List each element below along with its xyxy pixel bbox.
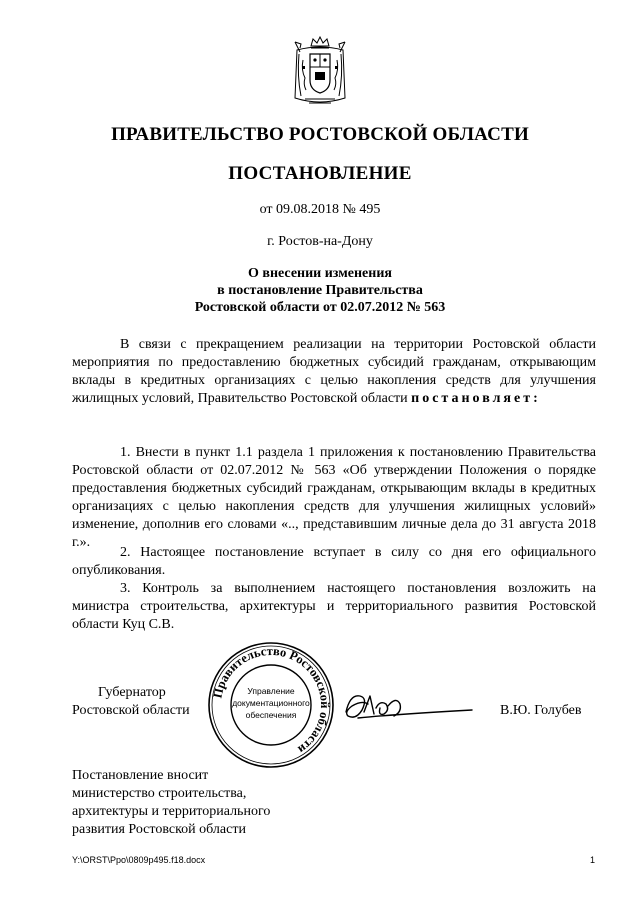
footer-page-number: 1 xyxy=(590,855,596,865)
subject-line-1: О внесении изменения xyxy=(248,266,392,281)
item-3-paragraph xyxy=(72,580,596,634)
note-line-1: Постановление вносит xyxy=(72,768,209,783)
stamp-inner-line-1: Управление xyxy=(247,686,295,696)
signer-position-line-1: Губернатор xyxy=(98,685,166,700)
item-1-paragraph xyxy=(72,444,596,552)
item-1-text: 1. Внести в пункт 1.1 раздела 1 приложения к постановлению Правительства Ростовской области от 02.07.2012 № 563 «Об утверждении Положения о порядке предоставления бюджетных субсидий гражданам, открывающим вклады в кредитных организациях с целью накопления средств для улучшения жилищных условий» изменение, дополнив его словами «.., представившим личные дела до 31 августа 2018 г.». xyxy=(72,445,596,550)
note-line-3: архитектуры и территориального xyxy=(72,804,271,819)
decree-word: постановляет: xyxy=(411,391,541,406)
subject-line-2: в постановление Правительства xyxy=(217,283,423,298)
preamble-paragraph xyxy=(72,336,596,408)
subject-heading xyxy=(0,265,640,316)
item-2-text: 2. Настоящее постановление вступает в силу со дня его официального опубликования. xyxy=(72,545,596,578)
stamp-inner-line-2: документационного xyxy=(232,698,310,708)
footer-file-path: Y:\ORST\Ppo\0809p495.f18.docx xyxy=(72,855,206,865)
coat-of-arms-emblem xyxy=(291,36,349,108)
official-stamp xyxy=(206,640,336,770)
submitted-by-note xyxy=(72,767,332,839)
note-line-4: развития Ростовской области xyxy=(72,822,246,837)
stamp-outer-text: Правительство Ростовской области xyxy=(210,643,333,757)
item-2-paragraph xyxy=(72,544,596,580)
document-type-title: ПОСТАНОВЛЕНИЕ xyxy=(228,163,412,184)
date-number-line: от 09.08.2018 № 495 xyxy=(259,202,381,217)
city-line: г. Ростов-на-Дону xyxy=(267,234,373,249)
item-3-text: 3. Контроль за выполнением настоящего постановления возложить на министра строительства, архитектуры и территориального развития Ростовской области Куц С.В. xyxy=(72,581,596,632)
preamble-text: В связи с прекращением реализации на территории Ростовской области мероприятия по предоставлению бюджетных субсидий гражданам, открывающим вклады в кредитных организациях с целью накопления средств для улучшения жилищных условий, Правительство Ростовской области xyxy=(72,337,596,406)
handwritten-signature xyxy=(338,682,478,732)
stamp-inner-line-3: обеспечения xyxy=(245,710,297,720)
signer-position-line-2: Ростовской области xyxy=(72,703,190,718)
subject-line-3: Ростовской области от 02.07.2012 № 563 xyxy=(194,300,446,315)
note-line-2: министерство строительства, xyxy=(72,786,247,801)
government-title: ПРАВИТЕЛЬСТВО РОСТОВСКОЙ ОБЛАСТИ xyxy=(111,124,529,145)
signer-name: В.Ю. Голубев xyxy=(500,703,582,718)
